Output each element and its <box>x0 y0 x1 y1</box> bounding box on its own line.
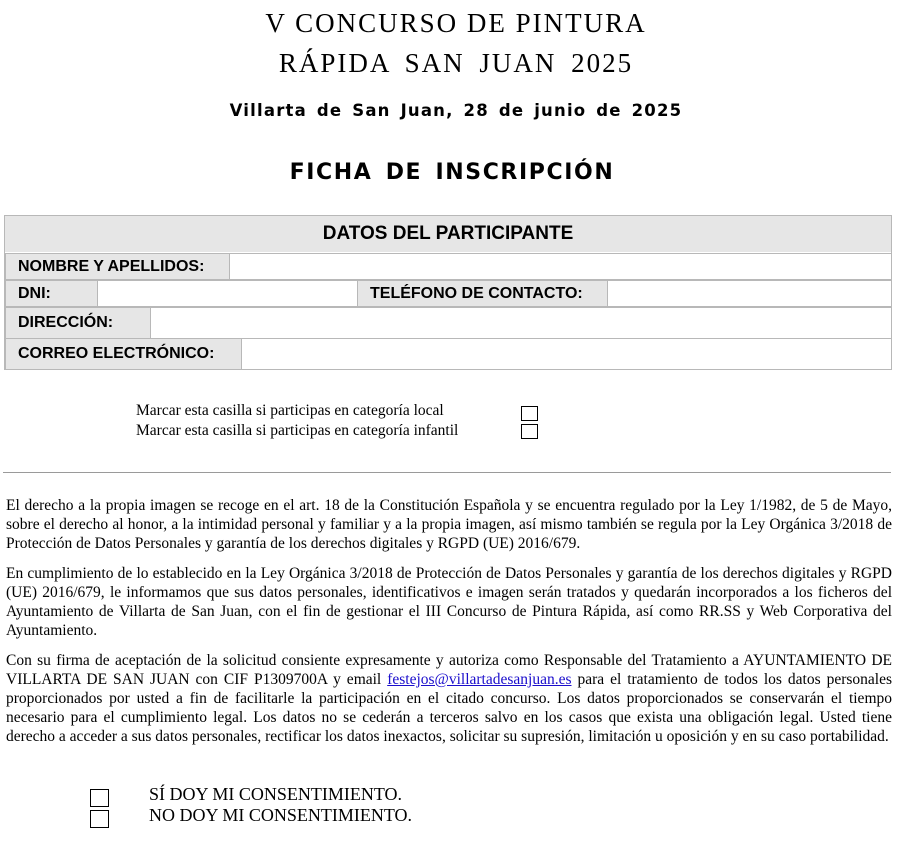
form-title: FICHA DE INSCRIPCIÓN <box>289 160 615 185</box>
consent-yes-label: SÍ DOY MI CONSENTIMIENTO. <box>149 784 402 804</box>
children-category-label: Marcar esta casilla si participas en categoría infantil <box>136 422 459 439</box>
consent-no-label: NO DOY MI CONSENTIMIENTO. <box>149 805 412 825</box>
name-field[interactable] <box>229 253 892 280</box>
phone-label: TELÉFONO DE CONTACTO: <box>357 280 608 307</box>
consent-paragraph <box>6 651 892 746</box>
contact-email-link[interactable]: festejos@villartadesanjuan.es <box>387 671 572 688</box>
image-rights-paragraph: El derecho a la propia imagen se recoge en el art. 18 de la Constitución Española y se encuentra regulado por la Ley 1/1982, de 5 de Mayo, sobre el derecho al honor, a la intimidad personal y familiar y a la propia imagen, así mismo también se regula por la Ley Orgánica 3/2018 de Protección de Datos Personales y garantía de los derechos digitales y RGPD (UE) 2016/679. <box>6 497 892 552</box>
participant-form <box>4 215 892 370</box>
phone-field[interactable] <box>607 280 892 307</box>
event-place-date: Villarta de San Juan, 28 de junio de 2025 <box>229 101 683 120</box>
address-field[interactable] <box>150 307 892 339</box>
email-label: CORREO ELECTRÓNICO: <box>5 338 242 370</box>
data-protection-paragraph: En cumplimiento de lo establecido en la Ley Orgánica 3/2018 de Protección de Datos Personales y garantía de los derechos digitales y RGPD (UE) 2016/679, le informamos que sus datos personales, identificativos e imagen serán tratados y quedarán incorporados a los ficheros del Ayuntamiento de Villarta de San Juan, con el fin de gestionar el III Concurso de Pintura Rápida, así como RR.SS y Web Corporativa del Ayuntamiento. <box>6 565 892 639</box>
email-field[interactable] <box>241 338 892 370</box>
consent-yes-checkbox[interactable] <box>90 789 109 807</box>
form-section-title: DATOS DEL PARTICIPANTE <box>5 216 891 252</box>
address-label: DIRECCIÓN: <box>5 307 151 339</box>
consent-text-start: Con su firma de aceptación de la solicitud consiente expresamente y autoriza como Responsable del Tratamiento a AYUNTAMIENTO DE VILLARTA DE SAN JUAN con CIF P1309700A y email <box>6 652 892 688</box>
contest-title-line2: RÁPIDA SAN JUAN 2025 <box>278 48 634 78</box>
dni-field[interactable] <box>97 280 358 307</box>
consent-no-checkbox[interactable] <box>90 810 109 828</box>
section-divider <box>3 472 891 473</box>
consent-text-end: para el tratamiento de todos los datos personales proporcionados por usted a fin de facilitarle la participación en el citado concurso. Los datos proporcionados se conservarán el tiempo necesario para el cumplimiento legal. Los datos no se cederán a terceros salvo en los casos que exista una obligación legal. Usted tiene derecho a acceder a sus datos personales, rectificar los datos inexactos, solicitar su supresión, limitación u oposición y en su caso portabilidad. <box>6 671 892 745</box>
name-label: NOMBRE Y APELLIDOS: <box>5 253 230 280</box>
local-category-checkbox[interactable] <box>521 406 538 421</box>
contest-title-line1: V CONCURSO DE PINTURA <box>265 8 647 38</box>
dni-label: DNI: <box>5 280 98 307</box>
local-category-label: Marcar esta casilla si participas en categoría local <box>136 402 444 419</box>
children-category-checkbox[interactable] <box>521 424 538 439</box>
